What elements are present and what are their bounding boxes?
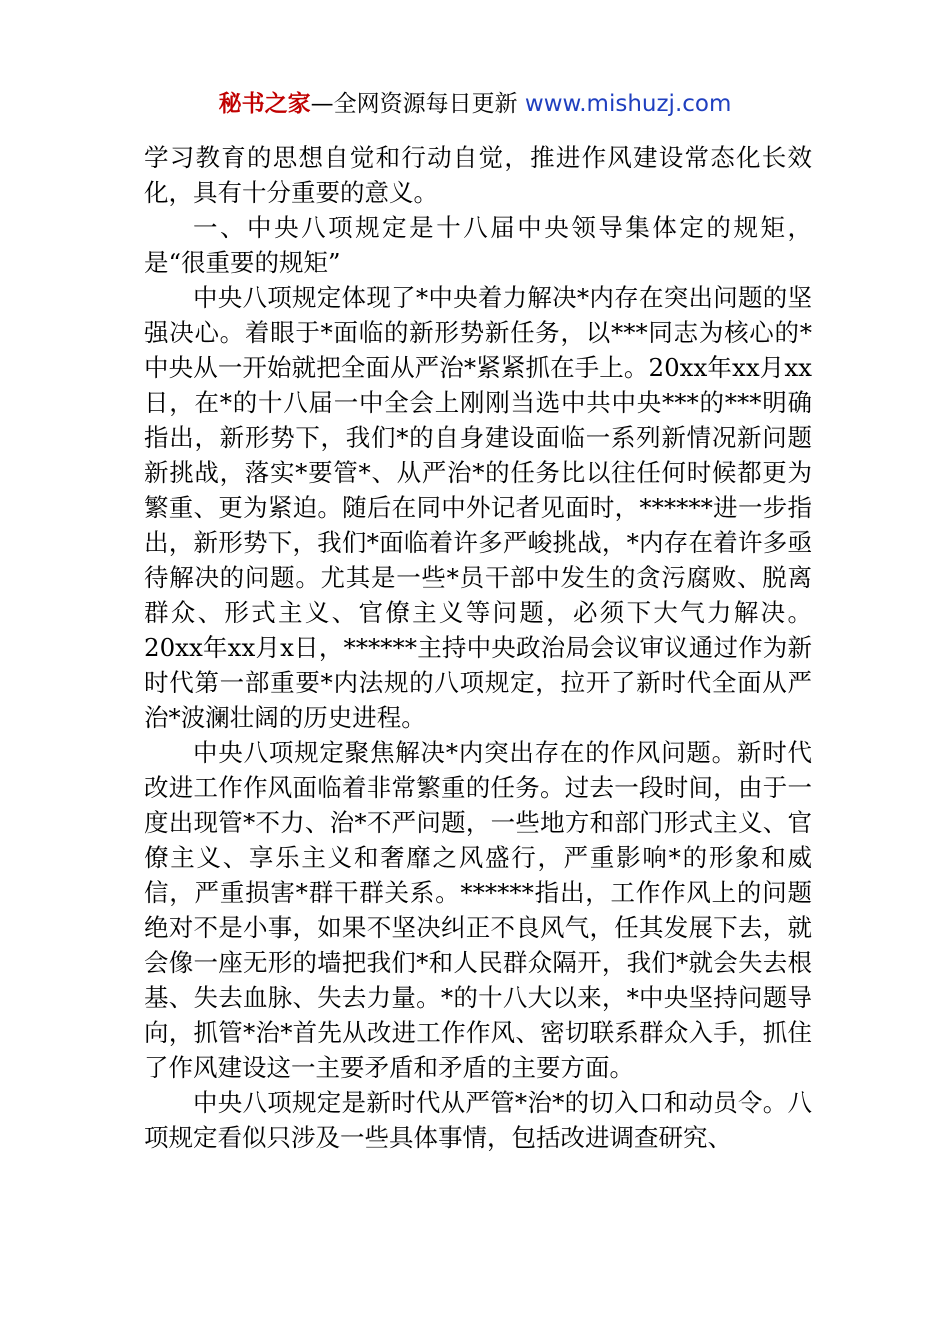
document-body	[144, 140, 812, 1155]
page-header	[0, 86, 950, 122]
section-heading: 一、中央八项规定是十八届中央领导集体定的规矩，是“很重要的规矩”	[144, 213, 812, 277]
paragraph: 中央八项规定是新时代从严管*治*的切入口和动员令。八项规定看似只涉及一些具体事情，包括改进调查研究、	[144, 1088, 812, 1152]
header-url-link[interactable]: www.mishuzj.com	[524, 91, 732, 117]
header-brand: 秘书之家	[218, 91, 311, 117]
paragraph: 中央八项规定聚焦解决*内突出存在的作风问题。新时代改进工作作风面临着非常繁重的任务。过去一段时间，由于一度出现管*不力、治*不严问题，一些地方和部门形式主义、官僚主义、享乐主义和奢靡之风盛行，严重影响*的形象和威信，严重损害*群干群关系。******指出，工作作风上的问题绝对不是小事，如果不坚决纠正不良风气，任其发展下去，就会像一座无形的墙把我们*和人民群众隔开，我们*就会失去根基、失去血脉、失去力量。*的十八大以来，*中央坚持问题导向，抓管*治*首先从改进工作作风、密切联系群众入手，抓住了作风建设这一主要矛盾和矛盾的主要方面。	[144, 738, 812, 1082]
paragraph: 学习教育的思想自觉和行动自觉，推进作风建设常态化长效化，具有十分重要的意义。	[144, 143, 812, 207]
paragraph: 中央八项规定体现了*中央着力解决*内存在突出问题的坚强决心。着眼于*面临的新形势新任务，以***同志为核心的*中央从一开始就把全面从严治*紧紧抓在手上。20xx年xx月xx日，在*的十八届一中全会上刚刚当选中共中央***的***明确指出，新形势下，我们*的自身建设面临一系列新情况新问题新挑战，落实*要管*、从严治*的任务比以往任何时候都更为繁重、更为紧迫。随后在同中外记者见面时，******进一步指出，新形势下，我们*面临着许多严峻挑战，*内存在着许多亟待解决的问题。尤其是一些*员干部中发生的贪污腐败、脱离群众、形式主义、官僚主义等问题，必须下大气力解决。20xx年xx月x日，******主持中央政治局会议审议通过作为新时代第一部重要*内法规的八项规定，拉开了新时代全面从严治*波澜壮阔的历史进程。	[144, 283, 812, 732]
header-tagline: —全网资源每日更新	[310, 91, 525, 117]
